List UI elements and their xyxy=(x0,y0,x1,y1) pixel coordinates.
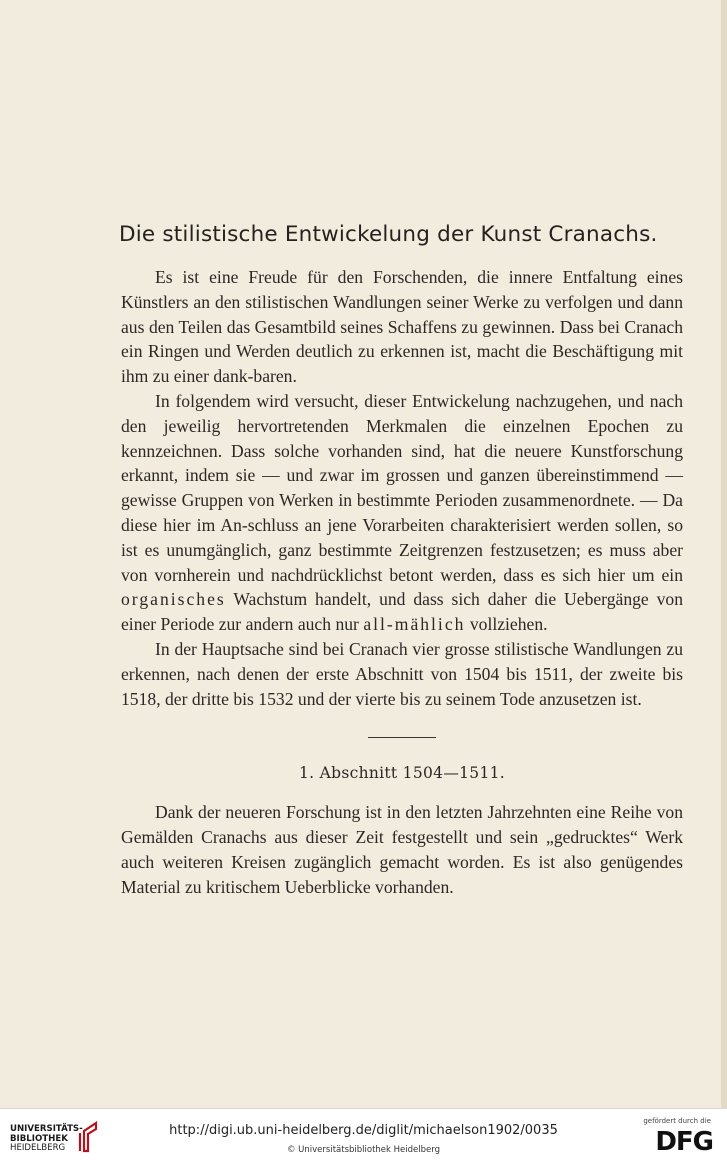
emphasis-allmaehlich: all-mählich xyxy=(363,614,466,635)
paragraph-2 xyxy=(121,389,683,637)
page-edge xyxy=(721,0,727,1108)
logo-line-1: UNIVERSITÄTS- xyxy=(10,1124,83,1134)
chapter-heading: Die stilistische Entwickelung der Kunst Cranachs. xyxy=(119,222,658,247)
section-divider xyxy=(368,737,436,738)
paragraph-2-text-c: vollziehen. xyxy=(469,614,548,635)
paragraph-4: Dank der neueren Forschung ist in den letzten Jahrzehnten eine Reihe von Gemälden Cranachs aus dieser Zeit festgestellt und sein „gedrucktes“ Werk auch weiteren Kreisen zugänglich gemacht worden. Es ist also genügendes Material zu kritischem Ueberblicke vorhanden. xyxy=(121,802,683,897)
logo-line-2: BIBLIOTHEK xyxy=(10,1133,68,1144)
emphasis-organisches: organisches xyxy=(121,589,226,610)
dfg-funding-note: gefördert durch die xyxy=(643,1117,711,1125)
logo-line-3: HEIDELBERG xyxy=(10,1143,66,1154)
dfg-logo: DFG xyxy=(655,1127,713,1157)
paragraph-2-text-b: Wachstum handelt, und dass sich daher die Uebergänge von einer Periode zur andern auch nur xyxy=(121,589,683,635)
digitization-footer xyxy=(0,1108,727,1163)
copyright-notice: © Universitätsbibliothek Heidelberg xyxy=(286,1145,440,1155)
paragraph-2-text-a: In folgendem wird versucht, dieser Entwickelung nachzugehen, und nach den jeweilig hervortretenden Merkmalen die einzelnen Epochen zu kennzeichnen. Dass solche vorhanden sind, hat die neuere Kunstforschung erkannt, indem sie — und zwar im grossen und ganzen übereinstimmend — gewisse Gruppen von Werken in bestimmte Perioden zusammenordnete. — Da diese hier im An-schluss an jene Vorarbeiten charakterisiert werden sollen, so ist es unumgänglich, ganz bestimmte Zeitgrenzen festzusetzen; es muss aber von vornherein und nachdrücklichst betont werden, dass es sich hier um ein xyxy=(121,390,683,585)
paragraph-1: Es ist eine Freude für den Forschenden, die innere Entfaltung eines Künstlers an den stilistischen Wandlungen seiner Werke zu verfolgen und dann aus den Teilen das Gesamtbild seines Schaffens zu gewinnen. Dass bei Cranach ein Ringen und Werden deutlich zu erkennen ist, macht die Beschäftigung mit ihm zu einer dank-baren. xyxy=(121,267,683,387)
section-heading: 1. Abschnitt 1504—1511. xyxy=(299,764,505,783)
page-content xyxy=(121,222,683,900)
permalink-url[interactable]: http://digi.ub.uni-heidelberg.de/diglit/michaelson1902/0035 xyxy=(169,1123,558,1138)
paragraph-3: In der Hauptsache sind bei Cranach vier grosse stilistische Wandlungen zu erkennen, nach denen der erste Abschnitt von 1504 bis 1511, der zweite bis 1518, der dritte bis 1532 und der vierte bis zu seinem Tode anzusetzen ist. xyxy=(121,638,683,709)
